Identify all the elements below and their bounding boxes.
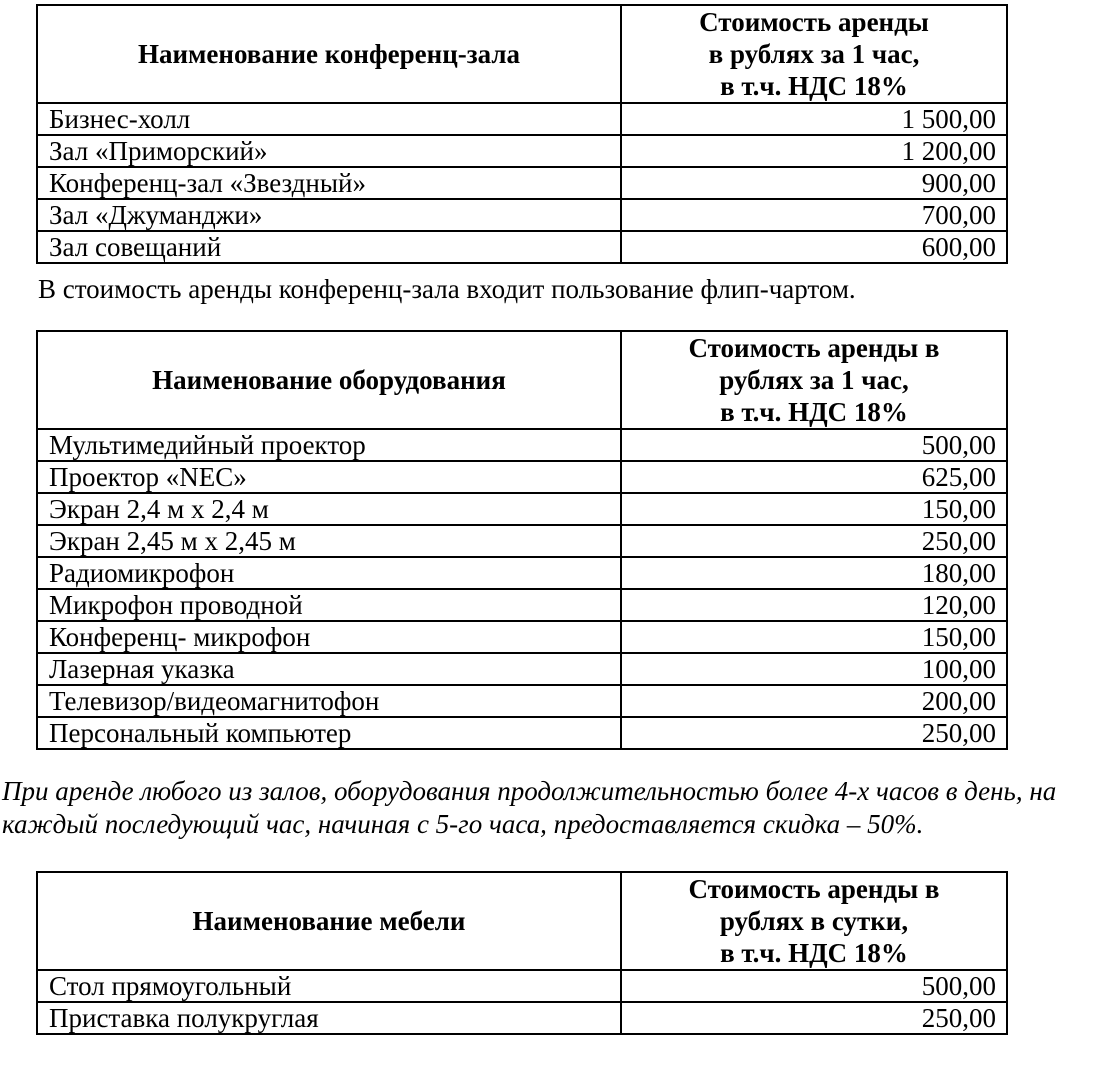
furniture-price-header <box>621 872 1007 970</box>
price-header-line: в рублях за 1 час, <box>708 39 920 69</box>
item-name: Экран 2,45 м х 2,45 м <box>37 525 621 557</box>
table-row <box>37 103 1007 135</box>
furniture-table <box>36 871 1008 1035</box>
price-header-line: в т.ч. НДС 18% <box>720 938 908 968</box>
table-row <box>37 653 1007 685</box>
table-row <box>37 685 1007 717</box>
item-name: Зал «Джуманджи» <box>37 199 621 231</box>
item-price: 1 500,00 <box>621 103 1007 135</box>
item-price: 500,00 <box>621 970 1007 1002</box>
price-header-line: в т.ч. НДС 18% <box>720 397 908 427</box>
conference-halls-price-header <box>621 5 1007 103</box>
discount-note <box>2 775 1103 841</box>
table-row <box>37 525 1007 557</box>
table-header-row <box>37 331 1007 429</box>
item-price: 180,00 <box>621 557 1007 589</box>
equipment-price-header <box>621 331 1007 429</box>
price-header-line: Стоимость аренды в <box>688 333 940 363</box>
table-row <box>37 557 1007 589</box>
item-name: Экран 2,4 м х 2,4 м <box>37 493 621 525</box>
item-price: 100,00 <box>621 653 1007 685</box>
table-header-row <box>37 872 1007 970</box>
item-price: 200,00 <box>621 685 1007 717</box>
item-name: Радиомикрофон <box>37 557 621 589</box>
item-price: 700,00 <box>621 199 1007 231</box>
price-header-line: Стоимость аренды <box>699 7 929 37</box>
table-row <box>37 199 1007 231</box>
item-name: Зал совещаний <box>37 231 621 263</box>
item-price: 150,00 <box>621 621 1007 653</box>
item-name: Микрофон проводной <box>37 589 621 621</box>
item-name: Бизнес-холл <box>37 103 621 135</box>
price-header-line: Стоимость аренды в <box>688 874 940 904</box>
item-name: Персональный компьютер <box>37 717 621 749</box>
conference-halls-table <box>36 4 1008 264</box>
price-header-line: рублях за 1 час, <box>719 365 909 395</box>
table-row <box>37 1002 1007 1034</box>
table-row <box>37 429 1007 461</box>
table-row <box>37 461 1007 493</box>
table-row <box>37 589 1007 621</box>
item-price: 500,00 <box>621 429 1007 461</box>
item-price: 625,00 <box>621 461 1007 493</box>
item-name: Конференц- микрофон <box>37 621 621 653</box>
price-list-document <box>0 4 1103 1074</box>
item-price: 120,00 <box>621 589 1007 621</box>
item-price: 900,00 <box>621 167 1007 199</box>
price-header-line: в т.ч. НДС 18% <box>720 71 908 101</box>
table-row <box>37 493 1007 525</box>
item-price: 1 200,00 <box>621 135 1007 167</box>
item-name: Зал «Приморский» <box>37 135 621 167</box>
conference-halls-name-header: Наименование конференц-зала <box>37 5 621 103</box>
equipment-table <box>36 330 1008 750</box>
item-price: 250,00 <box>621 525 1007 557</box>
table-row <box>37 717 1007 749</box>
table-row <box>37 167 1007 199</box>
table-row <box>37 231 1007 263</box>
table-row <box>37 970 1007 1002</box>
furniture-name-header: Наименование мебели <box>37 872 621 970</box>
item-price: 250,00 <box>621 1002 1007 1034</box>
item-name: Приставка полукруглая <box>37 1002 621 1034</box>
item-name: Проектор «NEC» <box>37 461 621 493</box>
table-header-row <box>37 5 1007 103</box>
flipchart-note: В стоимость аренды конференц-зала входит пользование флип-чартом. <box>38 274 856 304</box>
table-row <box>37 135 1007 167</box>
item-price: 150,00 <box>621 493 1007 525</box>
item-name: Конференц-зал «Звездный» <box>37 167 621 199</box>
item-name: Мультимедийный проектор <box>37 429 621 461</box>
table-row <box>37 621 1007 653</box>
discount-note-line: При аренде любого из залов, оборудования продолжительностью более 4-х часов в день, на <box>2 776 1057 806</box>
item-name: Телевизор/видеомагнитофон <box>37 685 621 717</box>
item-name: Лазерная указка <box>37 653 621 685</box>
item-price: 250,00 <box>621 717 1007 749</box>
discount-note-line: каждый последующий час, начиная с 5-го часа, предоставляется скидка – 50%. <box>2 809 924 839</box>
item-name: Стол прямоугольный <box>37 970 621 1002</box>
price-header-line: рублях в сутки, <box>719 906 909 936</box>
equipment-name-header: Наименование оборудования <box>37 331 621 429</box>
item-price: 600,00 <box>621 231 1007 263</box>
